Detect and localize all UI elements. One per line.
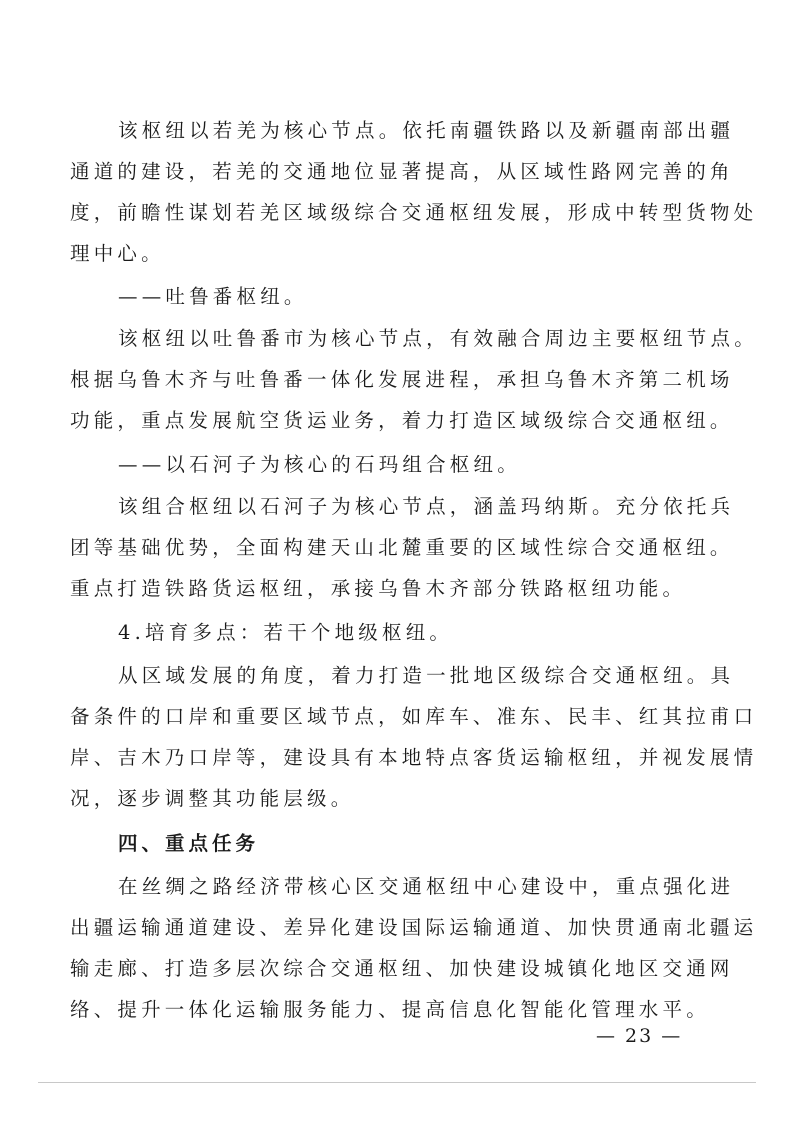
text-line: 重点打造铁路货运枢纽，承接乌鲁木齐部分铁路枢纽功能。 bbox=[70, 577, 687, 600]
text-line: 团等基础优势，全面构建天山北麓重要的区域性综合交通枢纽。 bbox=[70, 536, 734, 559]
text-line: 况，逐步调整其功能层级。 bbox=[70, 787, 355, 810]
text-line: 岸、吉木乃口岸等，建设具有本地特点客货运输枢纽，并视发展情 bbox=[70, 746, 758, 769]
section-heading: 四、重点任务 bbox=[118, 832, 260, 855]
text-line: 根据乌鲁木齐与吐鲁番一体化发展进程，承担乌鲁木齐第二机场 bbox=[70, 368, 734, 391]
text-line: 该枢纽以吐鲁番市为核心节点，有效融合周边主要枢纽节点。 bbox=[118, 327, 758, 350]
paragraph-shima-hub bbox=[70, 486, 735, 609]
text-line: 出疆运输通道建设、差异化建设国际运输通道、加快贯通南北疆运 bbox=[70, 916, 758, 939]
text-line: 备条件的口岸和重要区域节点，如库车、准东、民丰、红其拉甫口 bbox=[70, 705, 758, 728]
page-number: — 23 — bbox=[596, 1025, 683, 1047]
text-line: 功能，重点发展航空货运业务，着力打造区域级综合交通枢纽。 bbox=[70, 409, 734, 432]
paragraph-ruoqiang-hub bbox=[70, 110, 758, 274]
footer-divider bbox=[38, 1082, 756, 1083]
paragraph-regional-hubs bbox=[70, 655, 758, 819]
text-line: 4.培育多点：若干个地级枢纽。 bbox=[118, 621, 454, 644]
text-line: 络、提升一体化运输服务能力、提高信息化智能化管理水平。 bbox=[70, 998, 710, 1021]
paragraph-key-tasks bbox=[70, 866, 758, 1030]
text-line: 该组合枢纽以石河子为核心节点，涵盖玛纳斯。充分依托兵 bbox=[118, 495, 735, 518]
subheading-multi-point bbox=[118, 612, 708, 653]
text-line: 通道的建设，若羌的交通地位显著提高，从区域性路网完善的角 bbox=[70, 160, 734, 183]
text-line: 输走廊、打造多层次综合交通枢纽、加快建设城镇化地区交通网 bbox=[70, 957, 734, 980]
text-line: 理中心。 bbox=[70, 242, 165, 265]
text-line: 度，前瞻性谋划若羌区域级综合交通枢纽发展，形成中转型货物处 bbox=[70, 201, 758, 224]
subheading-turpan-hub bbox=[118, 276, 708, 317]
subheading-shima-hub bbox=[118, 444, 708, 485]
text-line: 从区域发展的角度，着力打造一批地区级综合交通枢纽。具 bbox=[118, 664, 735, 687]
text-line: 在丝绸之路经济带核心区交通枢纽中心建设中，重点强化进 bbox=[118, 875, 735, 898]
text-line: ——以石河子为核心的石玛组合枢纽。 bbox=[118, 453, 521, 476]
paragraph-turpan-hub bbox=[70, 318, 758, 441]
text-line: 该枢纽以若羌为核心节点。依托南疆铁路以及新疆南部出疆 bbox=[118, 119, 735, 142]
text-line: ——吐鲁番枢纽。 bbox=[118, 285, 308, 308]
